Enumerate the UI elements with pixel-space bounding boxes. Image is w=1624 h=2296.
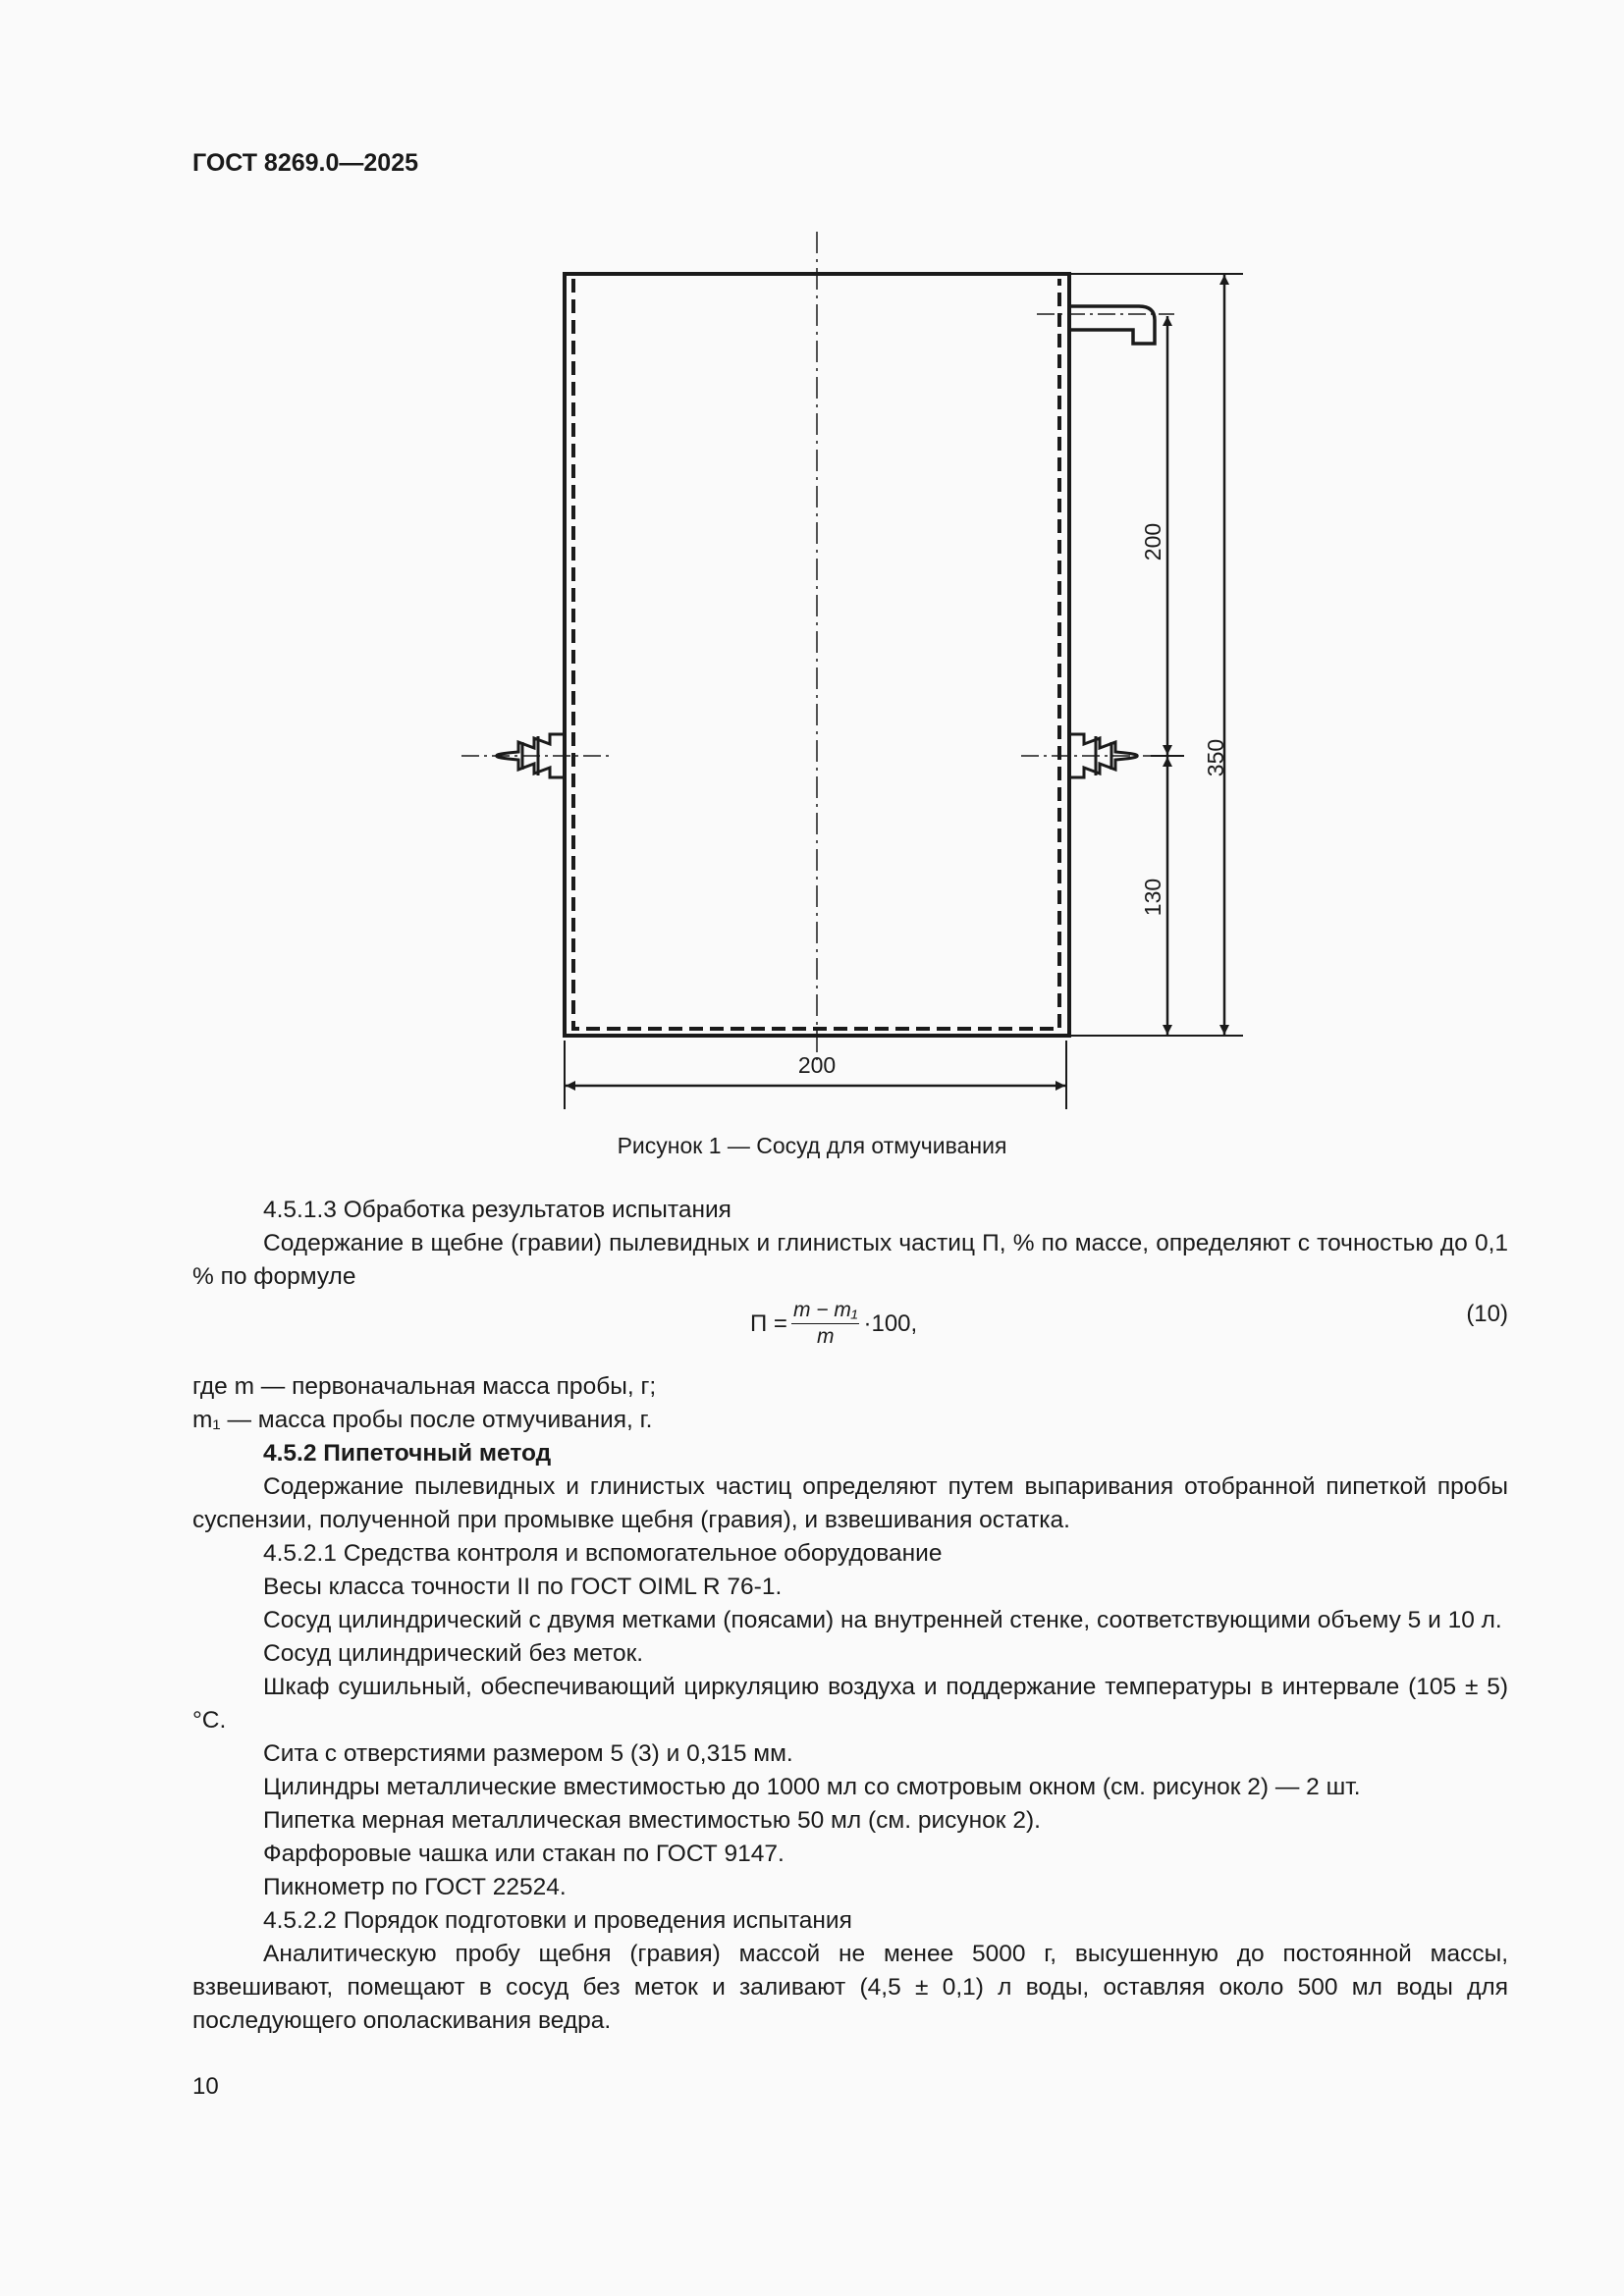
equipment-item: Фарфоровые чашка или стакан по ГОСТ 9147. [263, 1841, 785, 1867]
equipment-item: Пикнометр по ГОСТ 22524. [263, 1874, 567, 1900]
formula-number: (10) [1466, 1301, 1508, 1327]
section-4522-title: 4.5.2.2 Порядок подготовки и проведения испытания [263, 1907, 852, 1934]
section-4513-title: 4.5.1.3 Обработка результатов испытания [263, 1197, 731, 1223]
document-header: ГОСТ 8269.0—2025 [192, 149, 419, 177]
equipment-item: Весы класса точности II по ГОСТ OIML R 76-1. [263, 1574, 783, 1600]
equipment-item: Шкаф сушильный, обеспечивающий циркуляцию воздуха и поддержание температуры в интервале (105 ± 5) °С. [192, 1674, 1508, 1734]
formula-lhs: П = [750, 1309, 787, 1337]
equipment-item: Цилиндры металлические вместимостью до 1000 мл со смотровым окном (см. рисунок 2) — 2 шт. [263, 1774, 1361, 1800]
formula-10 [192, 1294, 1508, 1361]
equipment-item: Пипетка мерная металлическая вместимостью 50 мл (см. рисунок 2). [263, 1807, 1041, 1834]
dim-total-label: 350 [1203, 738, 1229, 777]
section-4522-text: Аналитическую пробу щебня (гравия) массой не менее 5000 г, высушенную до постоянной массы, взвешивают, помещают в сосуд без меток и заливают (4,5 ± 0,1) л воды, оставляя около 500 мл воды для последующего ополаскивания ведра. [192, 1941, 1508, 2034]
dim-lower-label: 130 [1140, 878, 1166, 917]
section-4513-text: Содержание в щебне (гравии) пылевидных и глинистых частиц П, % по массе, определяют с точностью до 0,1 % по формуле [192, 1230, 1508, 1290]
equipment-item: Сита с отверстиями размером 5 (3) и 0,315 мм. [263, 1740, 793, 1767]
page-number: 10 [192, 2073, 219, 2100]
where-m: где m — первоначальная масса пробы, г; [192, 1373, 657, 1400]
section-4521-title: 4.5.2.1 Средства контроля и вспомогательное оборудование [263, 1540, 943, 1567]
dim-width-label: 200 [797, 1052, 837, 1078]
overflow-spout [1069, 306, 1155, 344]
figure-caption: Рисунок 1 — Сосуд для отмучивания [617, 1133, 1007, 1158]
section-452-title: 4.5.2 Пипеточный метод [263, 1440, 552, 1467]
where-m1: m₁ — масса пробы после отмучивания, г. [192, 1407, 653, 1433]
document-body [192, 1194, 1508, 2038]
dim-upper-label: 200 [1140, 522, 1166, 561]
section-452-text: Содержание пылевидных и глинистых частиц определяют путем выпаривания отобранной пипеткой пробы суспензии, полученной при промывке щебня (гравия), и взвешивания остатка. [192, 1473, 1508, 1533]
formula-rhs: ·100, [863, 1309, 918, 1337]
equipment-item: Сосуд цилиндрический с двумя метками (поясами) на внутренней стенке, соответствующими объему 5 и 10 л. [263, 1607, 1502, 1633]
formula-fraction [791, 1298, 860, 1350]
formula-numerator: m − m₁ [791, 1298, 860, 1324]
formula-denominator: m [816, 1325, 835, 1348]
equipment-item: Сосуд цилиндрический без меток. [263, 1640, 644, 1667]
